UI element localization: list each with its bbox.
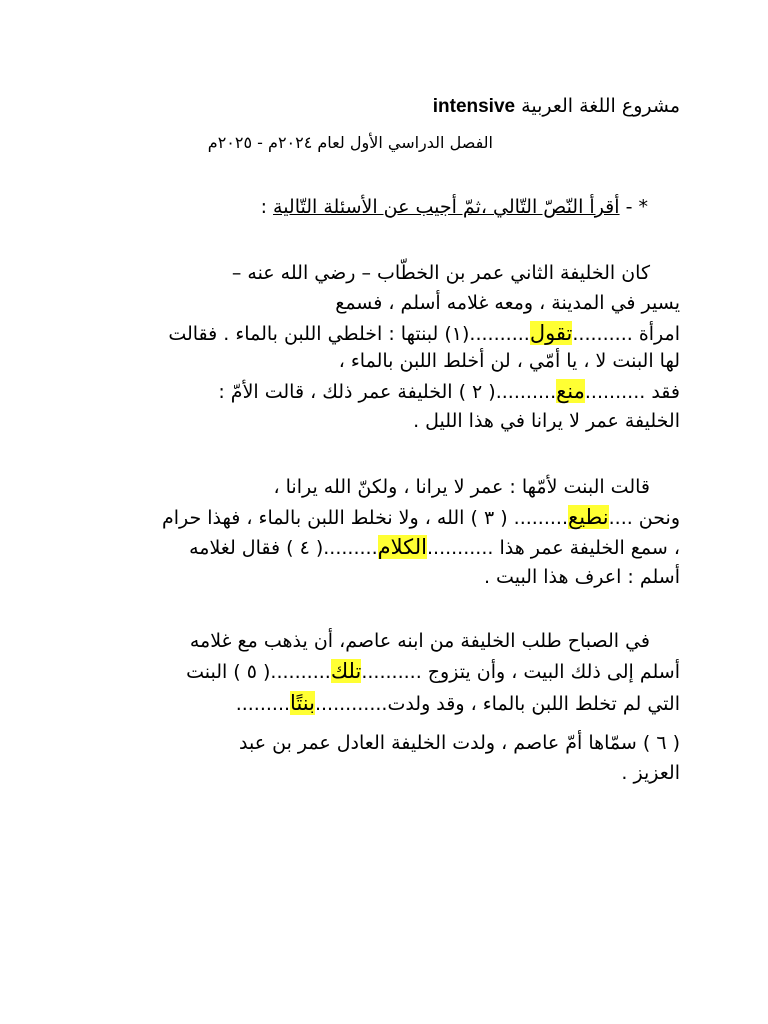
answer-1-highlight: تقول xyxy=(529,321,573,345)
p2-line-2 xyxy=(80,502,680,533)
p2-line-3-pre: ، سمع الخليفة عمر هذا ........... xyxy=(426,537,680,559)
answer-4-highlight: الكلام xyxy=(377,535,427,559)
p3-line-1: في الصباح طلب الخليفة من ابنه عاصم، أن يذهب مع غلامه xyxy=(189,630,650,652)
p2-line-3 xyxy=(80,532,680,563)
p3-line-5: العزيز . xyxy=(621,762,680,784)
answer-5-highlight: تلك xyxy=(330,659,362,683)
p1-line-5-post: ..........( ٢ ) الخليفة عمر ذلك ، قالت الأمّ : xyxy=(218,381,557,403)
instruction-text: أقرأ النّصّ التّالي ،ثمّ أجيب عن الأسئلة التّالية xyxy=(273,196,620,218)
p3-line-3-pre: التي لم تخلط اللبن بالماء ، وقد ولدت............ xyxy=(314,693,680,715)
p1-line-5 xyxy=(80,376,680,407)
p3-line-2 xyxy=(80,656,680,687)
p3-line-2-pre: أسلم إلى ذلك البيت ، وأن يتزوج .......... xyxy=(361,661,680,683)
p1-line-1: كان الخليفة الثاني عمر بن الخطّاب – رضي الله عنه – xyxy=(231,262,650,284)
p3-line-2-post: ..........( ٥ ) البنت xyxy=(186,661,331,683)
p1-line-5-pre: فقد .......... xyxy=(584,381,680,403)
p2-line-2-post: ......... ( ٣ ) الله ، ولا نخلط اللبن بالماء ، فهذا حرام xyxy=(161,507,569,529)
title-arabic: مشروع اللغة العربية xyxy=(521,95,680,117)
p2-line-4: أسلم : اعرف هذا البيت . xyxy=(483,566,680,588)
document-title xyxy=(80,91,680,122)
p3-line-3 xyxy=(80,688,680,719)
p2-line-1: قالت البنت لأمّها : عمر لا يرانا ، ولكنّ الله يرانا ، xyxy=(273,476,650,498)
p1-line-6: الخليفة عمر لا يرانا في هذا الليل . xyxy=(413,410,680,432)
p1-line-3-pre: امرأة .......... xyxy=(572,323,680,345)
p1-line-2: يسير في المدينة ، ومعه غلامه أسلم ، فسمع xyxy=(335,292,680,314)
instruction-bullet: * - xyxy=(625,196,648,218)
title-latin: intensive xyxy=(432,96,516,117)
p1-line-3 xyxy=(80,318,680,349)
p2-line-3-post: .........( ٤ ) فقال لغلامه xyxy=(189,537,378,559)
answer-2-highlight: منع xyxy=(556,379,585,403)
answer-6-highlight: بنتًا xyxy=(290,691,315,715)
p3-line-3-post: ......... xyxy=(235,693,291,715)
p3-line-4: ( ٦ ) سمّاها أمّ عاصم ، ولدت الخليفة العادل عمر بن عبد xyxy=(239,732,680,754)
p1-line-3-post: ..........(١) لبنتها : اخلطي اللبن بالماء . فقالت xyxy=(168,323,530,345)
instruction-colon: : xyxy=(260,196,274,218)
semester-line: الفصل الدراسي الأول لعام ٢٠٢٤م - ٢٠٢٥م xyxy=(207,133,493,152)
instruction-line xyxy=(48,192,648,222)
p2-line-2-pre: ونحن .... xyxy=(608,507,680,529)
p1-line-4: لها البنت لا ، يا أمّي ، لن أخلط اللبن بالماء ، xyxy=(338,350,680,372)
answer-3-highlight: نطيع xyxy=(568,505,609,529)
